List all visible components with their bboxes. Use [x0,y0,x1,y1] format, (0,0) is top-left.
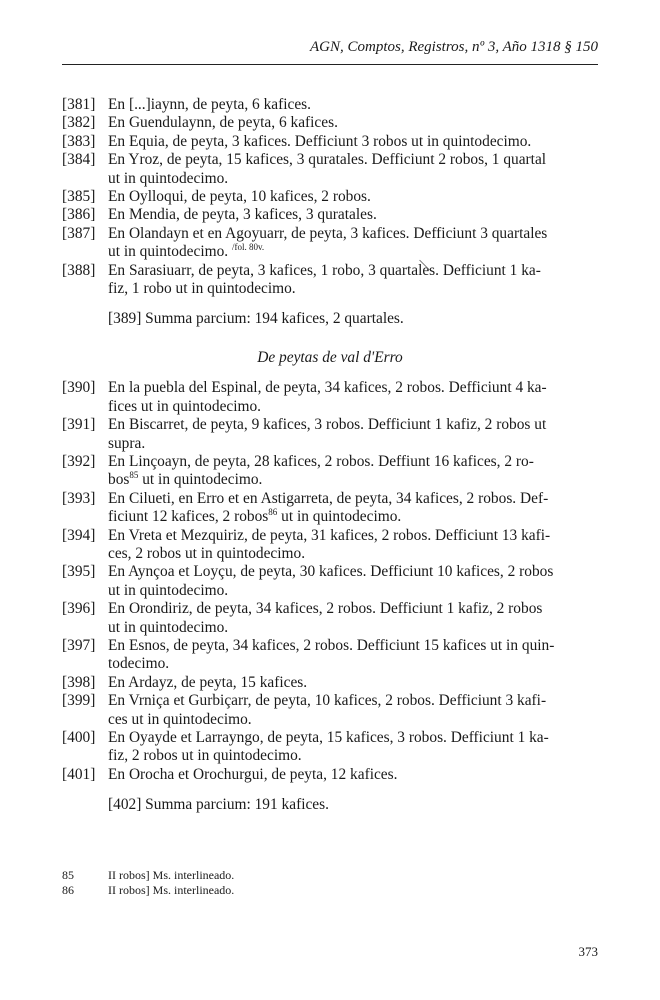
entry-text [108,225,598,262]
entry-line: ut in quintodecimo. [108,618,229,636]
entry-row [62,453,598,490]
entry-number: [397] [62,636,96,654]
entry-number: [394] [62,526,96,544]
footnote-text: II robos] Ms. interlineado. [108,868,235,882]
entry-row [62,692,598,729]
footnote-number: 85 [62,868,74,882]
entry-line: ces ut in quintodecimo. [108,710,252,728]
entry-line: En la puebla del Espinal, de peyta, 34 kafices, 2 robos. Defficiunt 4 ka- [108,379,547,397]
entry-line: En Orondiriz, de peyta, 34 kafices, 2 robos. Defficiunt 1 kafiz, 2 robos [108,600,543,618]
footnote [62,883,598,898]
footnote [62,868,598,883]
entry-line: En Vrniça et Gurbiçarr, de peyta, 10 kafices, 2 robos. Defficiunt 3 kafi- [108,692,547,710]
entry-text [108,729,598,766]
entry-number: [384] [62,151,96,169]
entry-line: En Guendulaynn, de peyta, 6 kafices. [108,114,338,132]
entry-row [62,133,598,151]
running-header: AGN, Comptos, Registros, nº 3, Año 1318 § 150 [310,39,598,55]
entry-text [108,114,598,132]
entry-row [62,114,598,132]
entry-number: [383] [62,132,96,150]
entry-row [62,379,598,416]
entry-line-text: ut in quintodecimo. [277,508,402,526]
entry-row [62,151,598,188]
entry-text [108,527,598,564]
footnote-text: II robos] Ms. interlineado. [108,883,235,897]
entry-row [62,416,598,453]
entry-row [62,262,598,299]
entry-row [62,206,598,224]
entry-line: supra. [108,434,146,452]
entry-text [108,188,598,206]
entry-line [108,243,598,261]
entry-line [108,471,598,489]
entry-number: [386] [62,206,96,224]
entry-line: En Esnos, de peyta, 34 kafices, 2 robos. Defficiunt 15 kafices ut in quin- [108,636,555,654]
entries-group-b [62,379,598,784]
section-title: De peytas de val d'Erro [257,348,403,366]
entry-line-text: ut in quintodecimo. [138,471,263,489]
entry-number: [385] [62,188,96,206]
entry-number: [388] [62,261,96,279]
footnote-ref: 86 [268,507,278,517]
entry-number: [390] [62,379,96,397]
entry-row [62,225,598,262]
entry-line: En Oyayde et Larrayngo, de peyta, 15 kafices, 3 robos. Defficiunt 1 ka- [108,729,549,746]
entry-row [62,527,598,564]
entry-number: [382] [62,114,96,132]
entries-group-a [62,96,598,298]
entries-body [62,96,598,815]
entry-row [62,766,598,784]
entry-number: [398] [62,673,96,691]
entry-row [62,490,598,527]
entry-row [62,600,598,637]
entry-line: En Olandayn et en Agoyuarr, de peyta, 3 kafices. Defficiunt 3 quartales [108,224,548,242]
folio-marker: /fol. 80v. [231,242,265,253]
entry-line: En Biscarret, de peyta, 9 kafices, 3 robos. Defficiunt 1 kafiz, 2 robos ut [108,416,547,434]
entry-line-text: ut in quintodecimo. [108,243,229,261]
entry-row [62,729,598,766]
entry-line: En Sarasiuarr, de peyta, 3 kafices, 1 robo, 3 quartales. Defficiunt 1 ka- [108,261,541,279]
footnotes [62,868,598,898]
entry-text [108,490,598,527]
footnote-number: 86 [62,883,74,897]
entry-text [108,600,598,637]
entry-text [108,96,598,114]
entry-number: [392] [62,452,96,470]
entry-line: En Equia, de peyta, 3 kafices. Defficiunt 3 robos ut in quintodecimo. [108,132,532,150]
entry-row [62,637,598,674]
entry-line: En Ardayz, de peyta, 15 kafices. [108,673,308,691]
entry-line-text: bos [108,471,130,489]
entry-line: fices ut in quintodecimo. [108,397,262,415]
footnote-ref: 85 [129,470,139,481]
entry-number: [399] [62,692,96,710]
entry-row [62,96,598,114]
entry-text [108,563,598,600]
entry-text [108,262,598,299]
entry-text [108,133,598,151]
entry-text [108,416,598,453]
entry-line: En Aynçoa et Loyçu, de peyta, 30 kafices. Defficiunt 10 kafices, 2 robos [108,563,554,581]
entry-row [62,188,598,206]
entry-number: [391] [62,416,96,434]
entry-number: [381] [62,96,96,113]
entry-line: ces, 2 robos ut in quintodecimo. [108,544,306,562]
entry-text [108,453,598,490]
entry-line: En Orocha et Orochurgui, de peyta, 12 kafices. [108,765,398,783]
entry-row [62,674,598,692]
entry-line [108,508,598,526]
entry-line: fiz, 1 robo ut in quintodecimo. [108,280,296,298]
entry-line: ut in quintodecimo. [108,169,229,187]
entry-line: En Mendia, de peyta, 3 kafices, 3 quratales. [108,206,377,224]
page-number: 373 [578,944,598,959]
entry-line: todecimo. [108,655,170,673]
entry-line: En [...]iaynn, de peyta, 6 kafices. [108,96,311,113]
summa-parcium-389: [389] Summa parcium: 194 kafices, 2 quartales. [108,310,404,328]
entry-row [62,563,598,600]
entry-text [108,692,598,729]
entry-number: [400] [62,729,96,746]
entry-line: En Vreta et Mezquiriz, de peyta, 31 kafices, 2 robos. Defficiunt 13 kafi- [108,526,551,544]
entry-text [108,206,598,224]
entry-line: En Oylloqui, de peyta, 10 kafices, 2 robos. [108,188,371,206]
entry-line: En Cilueti, en Erro et en Astigarreta, de peyta, 34 kafices, 2 robos. Def- [108,489,549,507]
header-rule [62,64,598,65]
entry-line: fiz, 2 robos ut in quintodecimo. [108,747,302,765]
entry-line: En Yroz, de peyta, 15 kafices, 3 quratales. Defficiunt 2 robos, 1 quartal [108,151,547,169]
summa-parcium-402: [402] Summa parcium: 191 kafices. [108,796,329,814]
entry-line-text: ficiunt 12 kafices, 2 robos [108,508,269,526]
entry-text [108,637,598,674]
entry-text [108,379,598,416]
entry-number: [387] [62,224,96,242]
entry-number: [396] [62,600,96,618]
entry-text [108,674,598,692]
entry-number: [401] [62,765,96,783]
entry-text [108,766,598,784]
entry-line: En Linçoayn, de peyta, 28 kafices, 2 robos. Deffiunt 16 kafices, 2 ro- [108,452,534,470]
entry-text [108,151,598,188]
entry-line: ut in quintodecimo. [108,581,229,599]
entry-number: [395] [62,563,96,581]
entry-number: [393] [62,489,96,507]
